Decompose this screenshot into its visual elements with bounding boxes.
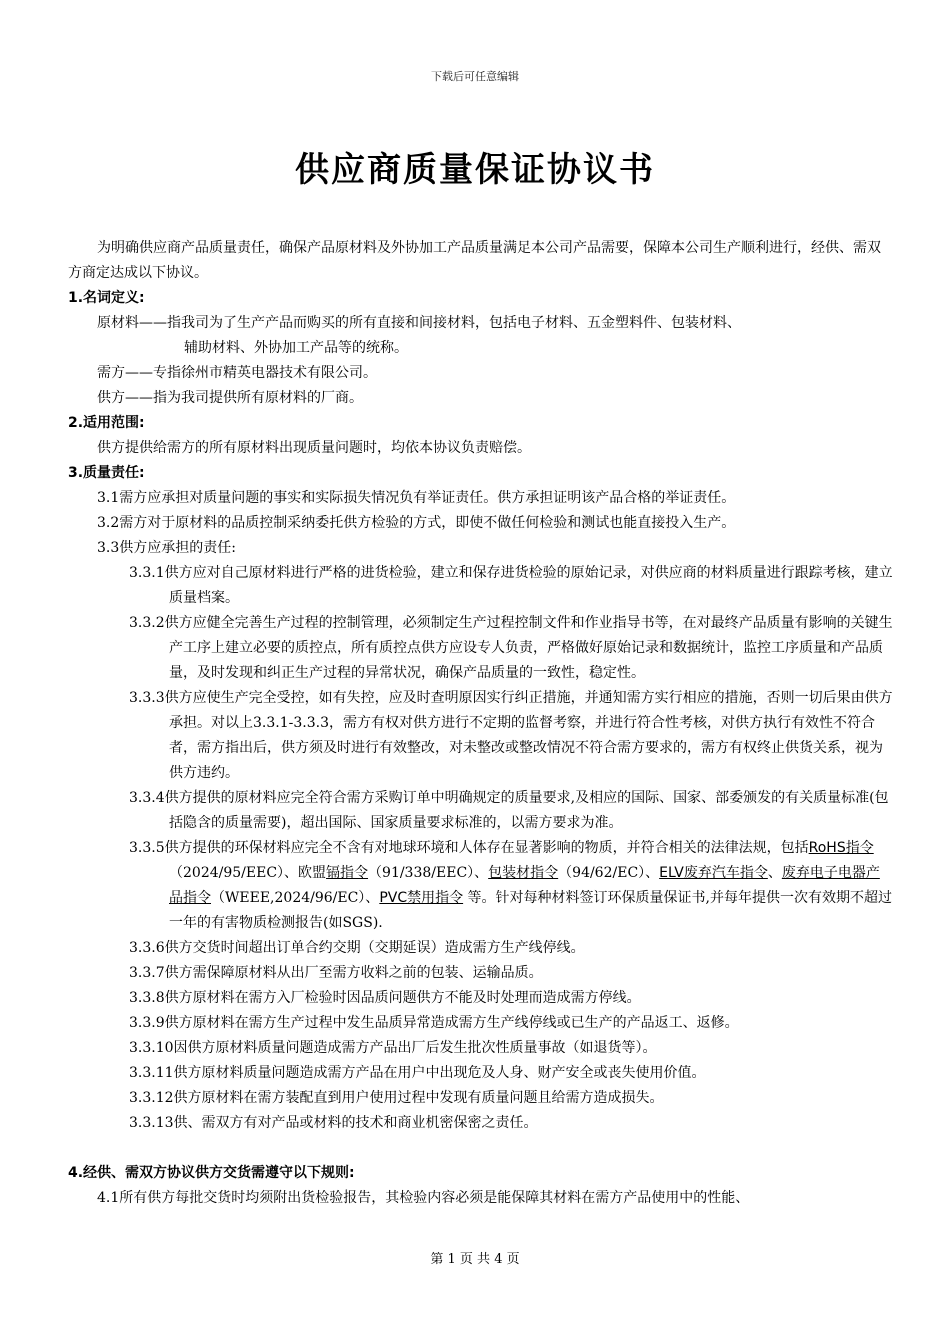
clause-3-3-1: 3.3.1供方应对自己原材料进行严格的进货检验，建立和保存进货检验的原始记录，对供应商的材料质量进行跟踪考核，建立质量档案。	[129, 565, 893, 606]
clause-3-3-7: 3.3.7供方需保障原材料从出厂至需方收料之前的包装、运输品质。	[129, 965, 543, 981]
definition-raw-material: 原材料——指我司为了生产产品而购买的所有直接和间接材料，包括电子材料、五金塑料件、包装材料、	[97, 315, 741, 331]
header-note: 下载后可任意编辑	[431, 70, 519, 83]
section-4-heading: 4.经供、需双方协议供方交货需遵守以下规则:	[68, 1165, 355, 1181]
clause-3-3-11: 3.3.11供方原材料质量问题造成需方产品在用户中出现危及人身、财产安全或丧失使用价值。	[129, 1065, 706, 1081]
document-title: 供应商质量保证协议书	[295, 150, 655, 190]
clause-3-2: 3.2需方对于原材料的品质控制采纳委托供方检验的方式，即使不做任何检验和测试也能直接投入生产。	[97, 515, 736, 531]
clause-3-3-12: 3.3.12供方原材料在需方装配直到用户使用过程中发现有质量问题且给需方造成损失。	[129, 1090, 664, 1106]
cadmium-directive-link: 镉指令	[326, 865, 369, 881]
definition-supplier: 供方——指为我司提供所有原材料的厂商。	[97, 390, 363, 406]
clause-3-3-5-text-f: （WEEE,2024/96/EC）、	[211, 890, 380, 906]
definition-raw-material-cont: 辅助材料、外协加工产品等的统称。	[184, 340, 408, 356]
section-3-heading: 3.质量责任:	[68, 465, 145, 481]
section-1-heading: 1.名词定义:	[68, 290, 145, 306]
clause-3-3-9: 3.3.9供方原材料在需方生产过程中发生品质异常造成需方生产线停线或已生产的产品返工、返修。	[129, 1015, 739, 1031]
clause-3-3-4: 3.3.4供方提供的原材料应完全符合需方采购订单中明确规定的质量要求,及相应的国际、国家、部委颁发的有关质量标准(包括隐含的质量需要)，超出国际、国家质量要求标准的，以需方要求为准。	[129, 790, 889, 831]
clause-3-1: 3.1需方应承担对质量问题的事实和实际损失情况负有举证责任。供方承担证明该产品合格的举证责任。	[97, 490, 736, 506]
clause-3-3-10: 3.3.10因供方原材料质量问题造成需方产品出厂后发生批次性质量事故（如退货等）。	[129, 1040, 657, 1056]
clause-3-3-5-text-d: （94/62/EC）、	[558, 865, 660, 881]
rohs-directive-link: RoHS指令	[808, 840, 874, 856]
clause-4-1: 4.1所有供方每批交货时均须附出货检验报告，其检验内容必须是能保障其材料在需方产品使用中的性能、	[97, 1190, 750, 1206]
clause-3-3-5-text-c: （91/338/EEC）、	[368, 865, 489, 881]
intro-paragraph: 为明确供应商产品质量责任，确保产品原材料及外协加工产品质量满足本公司产品需要，保障本公司生产顺利进行，经供、需双方商定达成以下协议。	[68, 240, 881, 281]
clause-3-3-5-text-e: 、	[767, 865, 782, 881]
document-body	[68, 236, 893, 1211]
clause-3-3-6: 3.3.6供方交货时间超出订单合约交期（交期延误）造成需方生产线停线。	[129, 940, 585, 956]
clause-3-3-5-text-b: （2024/95/EEC）、欧盟	[169, 865, 327, 881]
definition-buyer: 需方——专指徐州市精英电器技术有限公司。	[97, 365, 377, 381]
elv-directive-link: ELV废弃汽车指令	[659, 865, 768, 881]
page-footer: 第 1 页 共 4 页	[430, 1252, 520, 1267]
clause-3-3-2: 3.3.2供方应健全完善生产过程的控制管理，必须制定生产过程控制文件和作业指导书等，在对最终产品质量有影响的关键生产工序上建立必要的质控点，所有质控点供方应设专人负责，严格做好原始记录和数据统计，监控工序质量和产品质量，及时发现和纠正生产过程的异常状况，确保产品质量的一致性，稳定性。	[129, 615, 893, 681]
clause-3-3-13: 3.3.13供、需双方有对产品或材料的技术和商业机密保密之责任。	[129, 1115, 538, 1131]
section-spacer	[68, 1136, 893, 1161]
clause-3-3-5	[68, 836, 893, 936]
clause-3-3-3: 3.3.3供方应使生产完全受控，如有失控，应及时查明原因实行纠正措施，并通知需方实行相应的措施，否则一切后果由供方承担。对以上3.3.1-3.3.3，需方有权对供方进行不定期的监督考察，并进行符合性考核，对供方执行有效性不符合者，需方指出后，供方须及时进行有效整改，对未整改或整改情况不符合需方要求的，需方有权终止供货关系，视为供方违约。	[129, 690, 893, 781]
section-2-text: 供方提供给需方的所有原材料出现质量问题时，均依本协议负责赔偿。	[97, 440, 531, 456]
clause-3-3: 3.3供方应承担的责任:	[97, 540, 236, 556]
pvc-directive-link: PVC禁用指令	[379, 890, 464, 906]
clause-3-3-8: 3.3.8供方原材料在需方入厂检验时因品质问题供方不能及时处理而造成需方停线。	[129, 990, 641, 1006]
section-2-heading: 2.适用范围:	[68, 415, 145, 431]
weee-directive-link: 废弃电子电器产品指令	[169, 865, 880, 906]
clause-3-3-5-text-a: 3.3.5供方提供的环保材料应完全不含有对地球环境和人体存在显著影响的物质，并符合相关的法律法规，包括	[129, 840, 809, 856]
clause-3-3-5-text-g: 等。针对每种材料签订环保质量保证书,并每年提供一次有效期不超过一年的有害物质检测报告(如SGS).	[169, 890, 893, 931]
packaging-directive-link: 包装材指令	[488, 865, 559, 881]
